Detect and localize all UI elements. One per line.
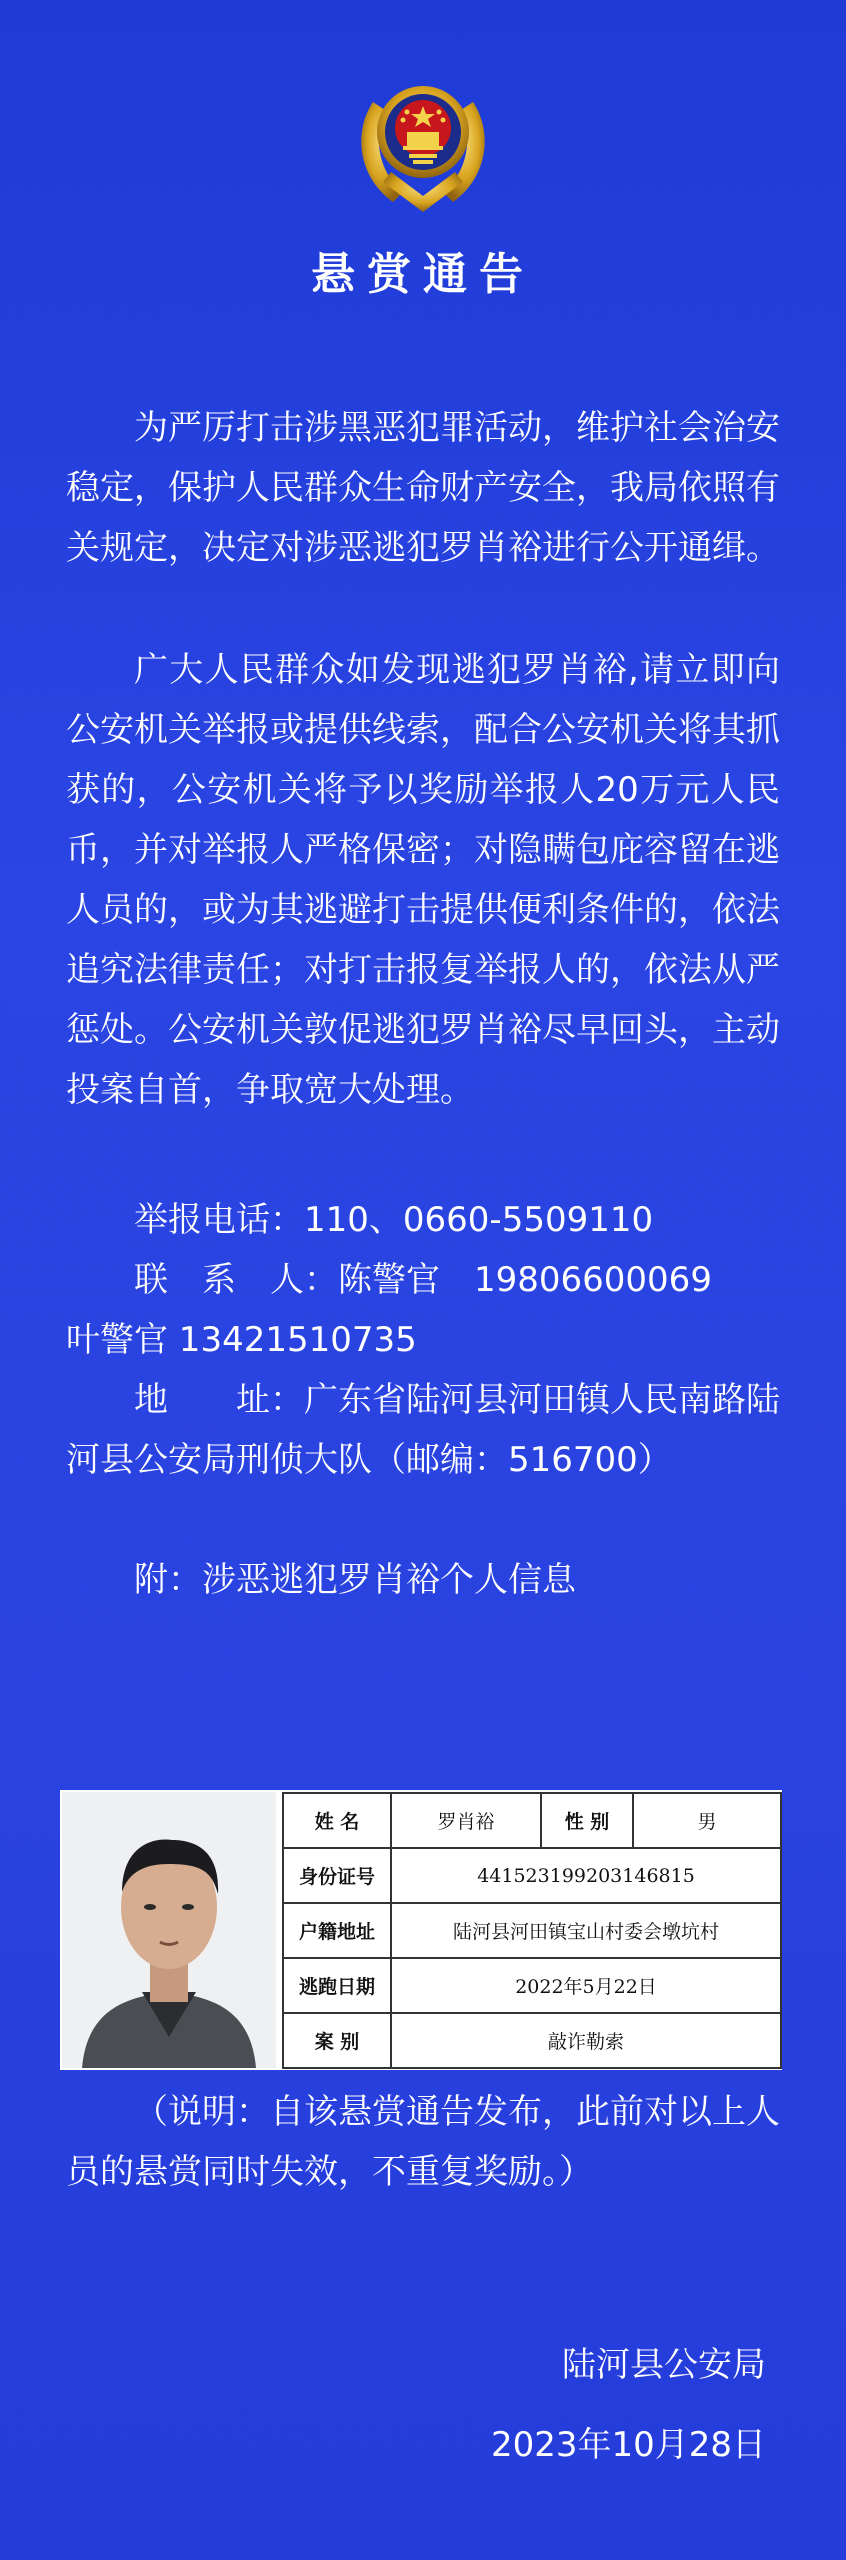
table-row <box>283 1848 781 1903</box>
address: 地 址：广东省陆河县河田镇人民南路陆河县公安局刑侦大队（邮编：516700） <box>66 1380 780 1480</box>
issue-date: 2023年10月28日 <box>490 2425 766 2465</box>
escape-date-value: 2022年5月22日 <box>391 1958 781 2013</box>
id-value: 441523199203146815 <box>391 1848 781 1903</box>
case-label: 案 别 <box>283 2013 391 2068</box>
suspect-info-card <box>60 1790 782 2070</box>
name-label: 姓 名 <box>283 1793 391 1848</box>
police-emblem-icon <box>343 62 503 222</box>
issuing-organization: 陆河县公安局 <box>562 2345 766 2385</box>
residence-value: 陆河县河田镇宝山村委会墩坑村 <box>391 1903 781 1958</box>
escape-date-label: 逃跑日期 <box>283 1958 391 2013</box>
case-value: 敲诈勒索 <box>391 2013 781 2068</box>
name-value: 罗肖裕 <box>391 1793 541 1848</box>
contact-person-1: 联 系 人：陈警官 19806600069 <box>134 1260 712 1300</box>
gender-value: 男 <box>633 1793 781 1848</box>
id-label: 身份证号 <box>283 1848 391 1903</box>
notice-note: （说明：自该悬赏通告发布，此前对以上人员的悬赏同时失效，不重复奖励。） <box>66 2092 780 2192</box>
suspect-info-table <box>282 1792 782 2069</box>
table-row <box>283 1903 781 1958</box>
table-row <box>283 1793 781 1848</box>
gender-label: 性 别 <box>541 1793 633 1848</box>
report-phone: 举报电话：110、0660-5509110 <box>134 1200 654 1240</box>
suspect-photo <box>62 1792 276 2068</box>
notice-title: 悬赏通告 <box>311 249 535 300</box>
attachment-label: 附：涉恶逃犯罗肖裕个人信息 <box>134 1560 576 1600</box>
table-row <box>283 2013 781 2068</box>
contact-person-2: 叶警官 13421510735 <box>66 1320 417 1360</box>
intro-paragraph: 为严厉打击涉黑恶犯罪活动，维护社会治安稳定，保护人民群众生命财产安全，我局依照有关规定，决定对涉恶逃犯罗肖裕进行公开通缉。 <box>66 408 780 568</box>
residence-label: 户籍地址 <box>283 1903 391 1958</box>
reward-paragraph: 广大人民群众如发现逃犯罗肖裕,请立即向公安机关举报或提供线索，配合公安机关将其抓获的，公安机关将予以奖励举报人20万元人民币，并对举报人严格保密；对隐瞒包庇容留在逃人员的，或为其逃避打击提供便利条件的，依法追究法律责任；对打击报复举报人的，依法从严惩处。公安机关敦促逃犯罗肖裕尽早回头，主动投案自首，争取宽大处理。 <box>66 650 780 1110</box>
table-row <box>283 1958 781 2013</box>
